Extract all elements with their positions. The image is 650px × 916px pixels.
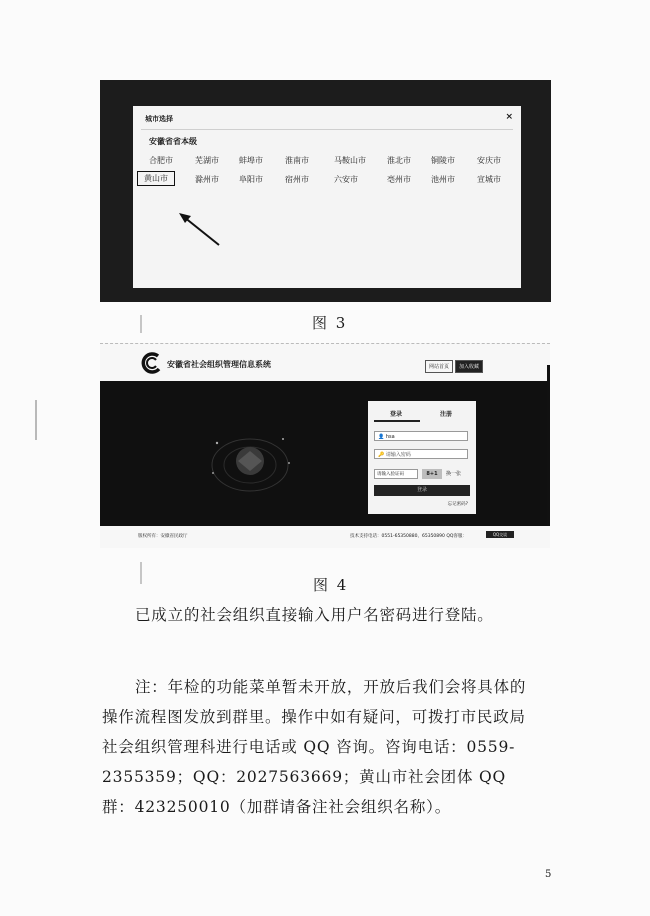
- page-number: 5: [545, 869, 552, 880]
- site-header: [100, 343, 550, 382]
- close-icon[interactable]: ×: [505, 112, 513, 122]
- city-option[interactable]: 宿州市: [285, 175, 309, 184]
- password-placeholder: 请输入密码: [385, 452, 411, 458]
- forgot-password-link[interactable]: 忘记密码?: [447, 502, 468, 507]
- city-option[interactable]: 蚌埠市: [239, 156, 263, 165]
- tab-register[interactable]: 注册: [440, 411, 453, 418]
- city-option[interactable]: 亳州市: [387, 175, 411, 184]
- username-value: hsa: [385, 434, 395, 440]
- password-field[interactable]: [374, 449, 468, 459]
- city-option[interactable]: 淮北市: [387, 156, 411, 165]
- city-option[interactable]: 阜阳市: [239, 175, 263, 184]
- city-option[interactable]: 芜湖市: [195, 156, 219, 165]
- city-option-selected[interactable]: 黄山市: [137, 171, 175, 186]
- qq-chat-button[interactable]: QQ交谈: [486, 531, 514, 538]
- figure-4-screenshot: [100, 343, 550, 548]
- captcha-input[interactable]: 请输入验证码: [374, 469, 418, 479]
- captcha-refresh-link[interactable]: 换一张: [446, 471, 462, 477]
- username-field[interactable]: [374, 431, 468, 441]
- login-panel: [368, 401, 476, 514]
- figure-3-screenshot: [100, 80, 551, 302]
- city-option[interactable]: 合肥市: [149, 156, 173, 165]
- scan-artifact: [35, 400, 37, 440]
- login-button[interactable]: 登录: [374, 485, 470, 496]
- lock-icon: 🔑: [378, 452, 385, 458]
- pointer-arrow-icon: [133, 106, 521, 288]
- footer-copyright: 版权所有：安徽省民政厅: [138, 534, 188, 539]
- figure-4-caption: 图 4: [313, 576, 349, 594]
- captcha-row: [374, 469, 470, 481]
- tab-login[interactable]: 登录: [390, 411, 403, 418]
- site-footer: [100, 526, 550, 548]
- province-heading: 安徽省省本级: [149, 137, 197, 146]
- city-option[interactable]: 安庆市: [477, 156, 501, 165]
- emblem-icon: [205, 423, 295, 503]
- home-button[interactable]: 网站首页: [425, 360, 453, 373]
- favorite-button[interactable]: 加入收藏: [455, 360, 483, 373]
- scan-artifact: [140, 315, 142, 333]
- screenshot-edge: [547, 365, 550, 526]
- figure-3-caption: 图 3: [312, 314, 348, 332]
- city-option[interactable]: 马鞍山市: [334, 156, 366, 165]
- city-option[interactable]: 铜陵市: [431, 156, 455, 165]
- site-title: 安徽省社会组织管理信息系统: [167, 360, 271, 369]
- dialog-title: 城市选择: [145, 115, 173, 123]
- city-select-dialog: [133, 106, 521, 288]
- city-option[interactable]: 淮南市: [285, 156, 309, 165]
- site-logo-icon: [140, 352, 162, 374]
- captcha-image: 8+1: [422, 469, 442, 479]
- city-option[interactable]: 宣城市: [477, 175, 501, 184]
- footer-support: 技术支持电话：0551-65350880、65350890 QQ客服：: [350, 534, 467, 539]
- instruction-line: 已成立的社会组织直接输入用户名密码进行登陆。: [135, 606, 494, 624]
- city-option[interactable]: 池州市: [431, 175, 455, 184]
- user-icon: 👤: [378, 434, 385, 440]
- note-paragraph: 注：年检的功能菜单暂未开放，开放后我们会将具体的操作流程图发放到群里。操作中如有疑问，可拨打市民政局社会组织管理科进行电话或 QQ 咨询。咨询电话：0559-2355359；QQ：2027563669；黄山市社会团体 QQ 群：423250010（加群请备注社会组织名称）。: [102, 678, 527, 816]
- active-tab-indicator: [374, 420, 420, 422]
- city-option[interactable]: 六安市: [334, 175, 358, 184]
- scan-artifact: [140, 562, 142, 584]
- hero-banner: [100, 381, 550, 526]
- city-option[interactable]: 滁州市: [195, 175, 219, 184]
